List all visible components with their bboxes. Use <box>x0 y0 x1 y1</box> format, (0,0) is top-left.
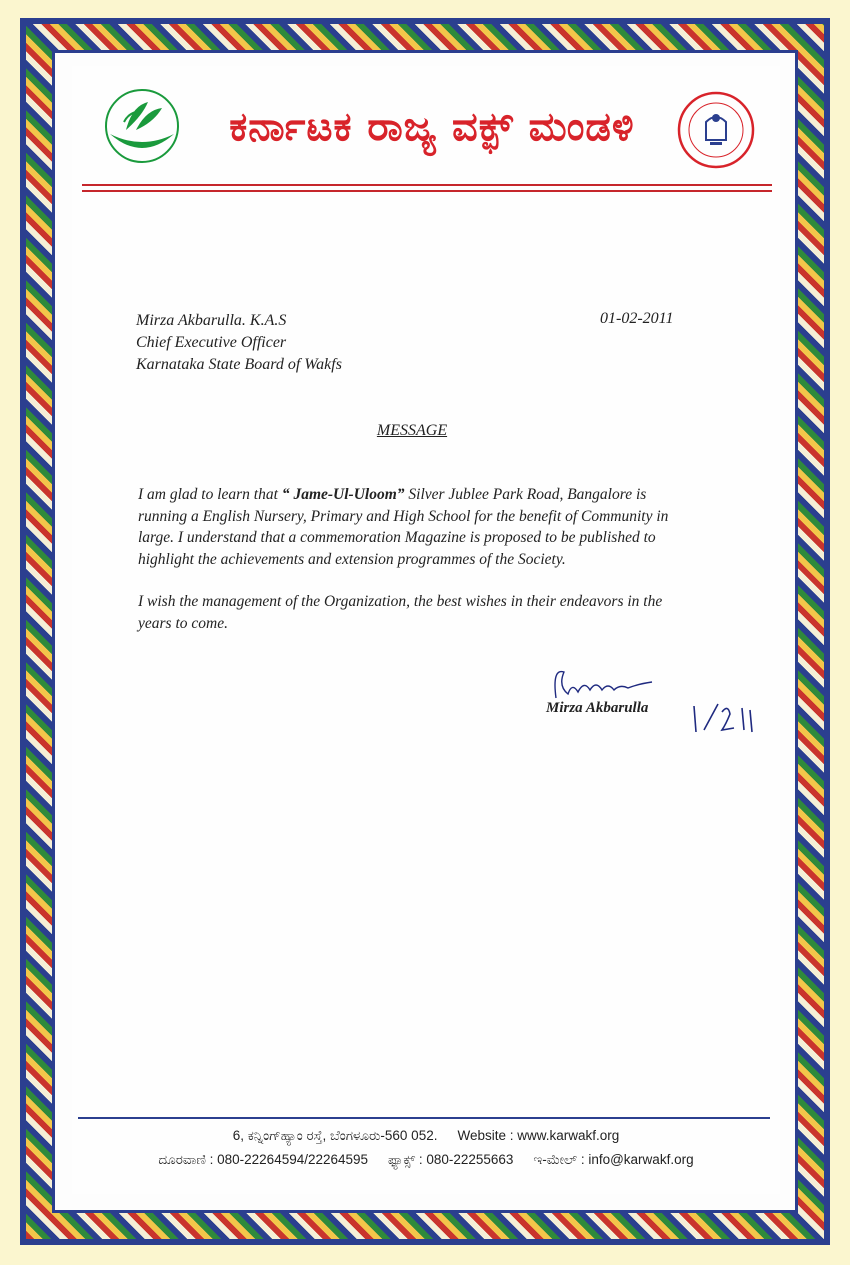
footer-website: Website : www.karwakf.org <box>457 1128 620 1143</box>
para1-rest: Silver Jublee Park Road, Bangalore is running a English Nursery, Primary and High School for the benefit of Community in large. I understand that a commemoration Magazine is proposed to be published to highlight the achievements and extension programmes of the Society. <box>138 486 669 568</box>
handwritten-date <box>688 698 758 738</box>
sender-block <box>136 310 342 376</box>
school-name: “ Jame-Ul-Uloom” <box>281 486 405 503</box>
org-name-title: ಕರ್ನಾಟಕ ರಾಜ್ಯ ವಕ್ಫ್ ಮಂಡಳಿ <box>229 104 635 150</box>
letter-date: 01-02-2011 <box>600 310 674 327</box>
message-heading: MESSAGE <box>376 422 448 439</box>
handwritten-signature <box>542 664 682 704</box>
sender-org: Karnataka State Board of Wakfs <box>136 356 342 373</box>
letter-page <box>72 66 780 1194</box>
header-rule-bottom <box>82 190 772 192</box>
government-seal <box>676 90 756 170</box>
footer-fax: ಫ್ಯಾಕ್ಸ್ : 080-22255663 <box>388 1152 514 1167</box>
sender-title: Chief Executive Officer <box>136 334 287 351</box>
sender-name: Mirza Akbarulla. K.A.S <box>136 312 287 329</box>
footer-line-2 <box>72 1152 780 1168</box>
footer-line-1 <box>72 1128 780 1144</box>
message-body <box>138 484 698 655</box>
wakf-board-logo <box>102 86 182 166</box>
footer-rule <box>78 1117 770 1119</box>
header-rule-top <box>82 184 772 186</box>
paragraph-1 <box>138 484 698 570</box>
footer-email: ಇ-ಮೇಲ್ : info@karwakf.org <box>533 1152 694 1167</box>
footer-address: 6, ಕನ್ನಿಂಗ್‌ಹ್ಯಾಂ ರಸ್ತೆ, ಬೆಂಗಳೂರು-560 052. <box>232 1128 438 1143</box>
signatory-name: Mirza Akbarulla <box>546 700 649 716</box>
para1-prefix: I am glad to learn that <box>138 486 282 503</box>
footer-phone: ದೂರವಾಣಿ : 080-22264594/22264595 <box>158 1152 369 1167</box>
paragraph-2: I wish the management of the Organization, the best wishes in their endeavors in the years to come. <box>138 593 663 632</box>
